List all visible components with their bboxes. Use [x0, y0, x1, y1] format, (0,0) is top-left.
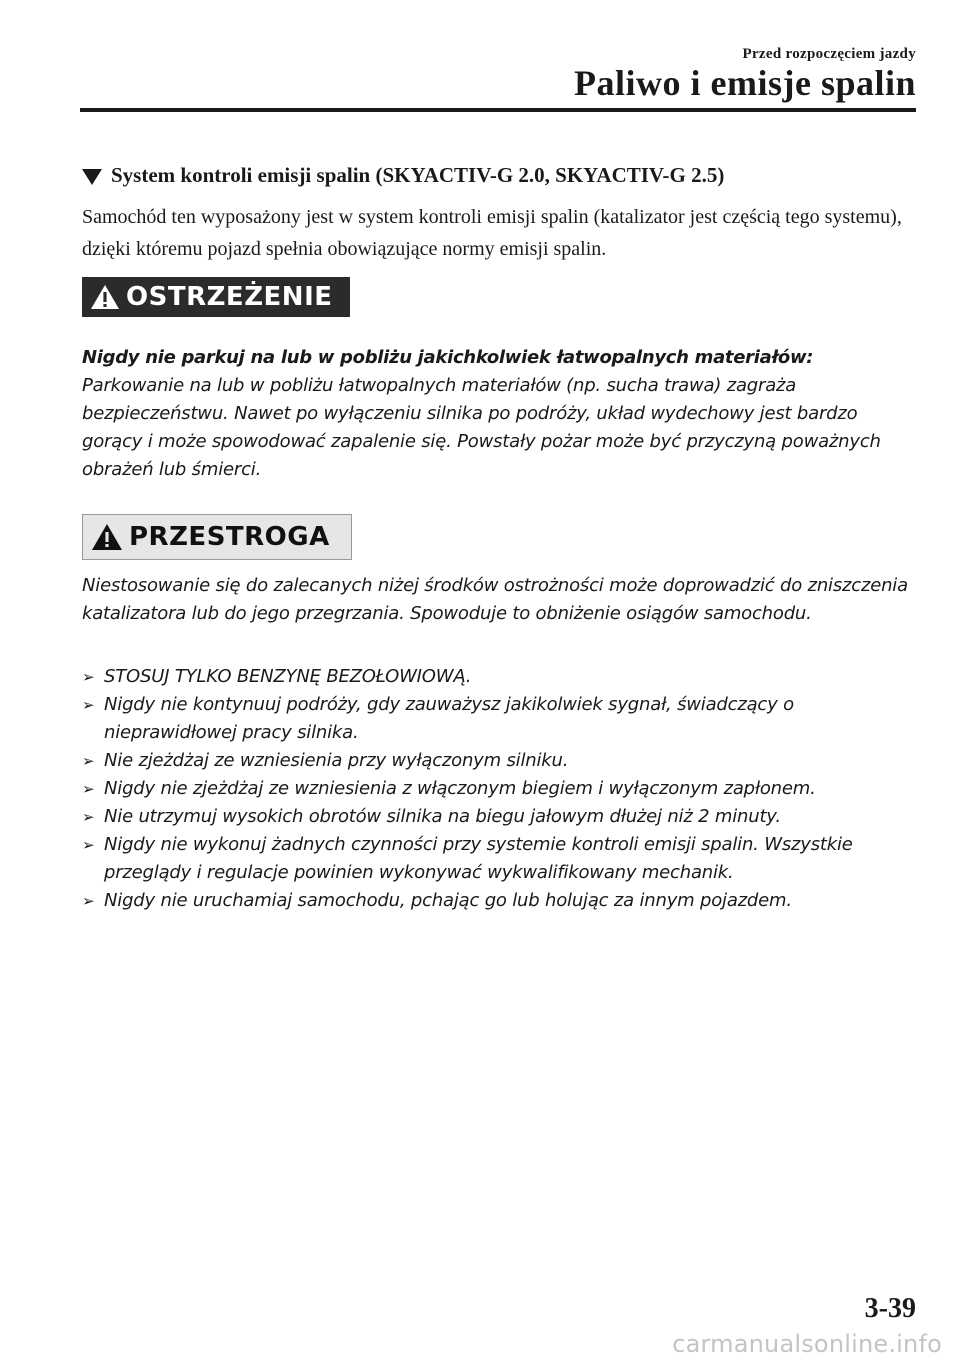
caution-content — [82, 572, 922, 628]
warning-triangle-icon — [91, 523, 123, 551]
triangle-down-icon — [82, 169, 102, 185]
caution-body: Niestosowanie się do zalecanych niżej środków ostrożności może doprowadzić do zniszczenia katalizatora lub do jego przegrzania. Spowoduje to obniżenie osiągów samochodu. — [82, 575, 908, 624]
arrow-right-icon: ➢ — [82, 836, 95, 854]
arrow-right-icon: ➢ — [82, 696, 95, 714]
section-intro: Samochód ten wyposażony jest w system kontroli emisji spalin (katalizator jest częścią tego systemu), dzięki któremu pojazd spełnia obowiązujące normy emisji spalin. — [82, 206, 902, 260]
page-title: Paliwo i emisje spalin — [574, 63, 916, 103]
warning-title: Nigdy nie parkuj na lub w pobliżu jakichkolwiek łatwopalnych materiałów: — [82, 347, 814, 368]
arrow-right-icon: ➢ — [82, 780, 95, 798]
arrow-right-icon: ➢ — [82, 892, 95, 910]
arrow-right-icon: ➢ — [82, 808, 95, 826]
list-item: ➢ Nigdy nie zjeżdżaj ze wzniesienia z włączonym biegiem i wyłączonym zapłonem. — [82, 775, 902, 803]
arrow-right-icon: ➢ — [82, 752, 95, 770]
warning-content — [82, 344, 922, 484]
caution-list — [82, 663, 902, 915]
chapter-subtitle: Przed rozpoczęciem jazdy — [742, 46, 916, 62]
list-item: ➢ Nigdy nie kontynuuj podróży, gdy zauważysz jakikolwiek sygnał, świadczący o nieprawidłowej pracy silnika. — [82, 691, 902, 747]
page-number: 3-39 — [864, 1293, 916, 1324]
caution-banner — [82, 514, 352, 560]
warning-triangle-icon — [90, 284, 120, 310]
warning-body: Parkowanie na lub w pobliżu łatwopalnych materiałów (np. sucha trawa) zagraża bezpieczeństwu. Nawet po wyłączeniu silnika po podróży, układ wydechowy jest bardzo gorący i może spowodować zapalenie się. Powstały pożar może być przyczyną poważnych obrażeń lub śmierci. — [82, 375, 881, 480]
list-item: ➢ Nigdy nie uruchamiaj samochodu, pchając go lub holując za innym pojazdem. — [82, 887, 902, 915]
section-heading — [82, 163, 724, 188]
arrow-right-icon: ➢ — [82, 668, 95, 686]
list-item: ➢ Nie utrzymuj wysokich obrotów silnika na biegu jałowym dłużej niż 2 minuty. — [82, 803, 902, 831]
warning-banner — [82, 277, 350, 317]
list-item: ➢ Nigdy nie wykonuj żadnych czynności przy systemie kontroli emisji spalin. Wszystkie przeglądy i regulacje powinien wykonywać wykwalifikowany mechanik. — [82, 831, 902, 887]
section-heading-text: System kontroli emisji spalin (SKYACTIV-G 2.0, SKYACTIV-G 2.5) — [111, 163, 725, 187]
list-item: ➢ Nie zjeżdżaj ze wzniesienia przy wyłączonym silniku. — [82, 747, 902, 775]
list-item: ➢ STOSUJ TYLKO BENZYNĘ BEZOŁOWIOWĄ. — [82, 663, 902, 691]
watermark: carmanualsonline.info — [672, 1330, 942, 1358]
caution-label: PRZESTROGA — [129, 522, 330, 552]
header-divider — [80, 108, 916, 112]
warning-label: OSTRZEŻENIE — [126, 282, 333, 312]
